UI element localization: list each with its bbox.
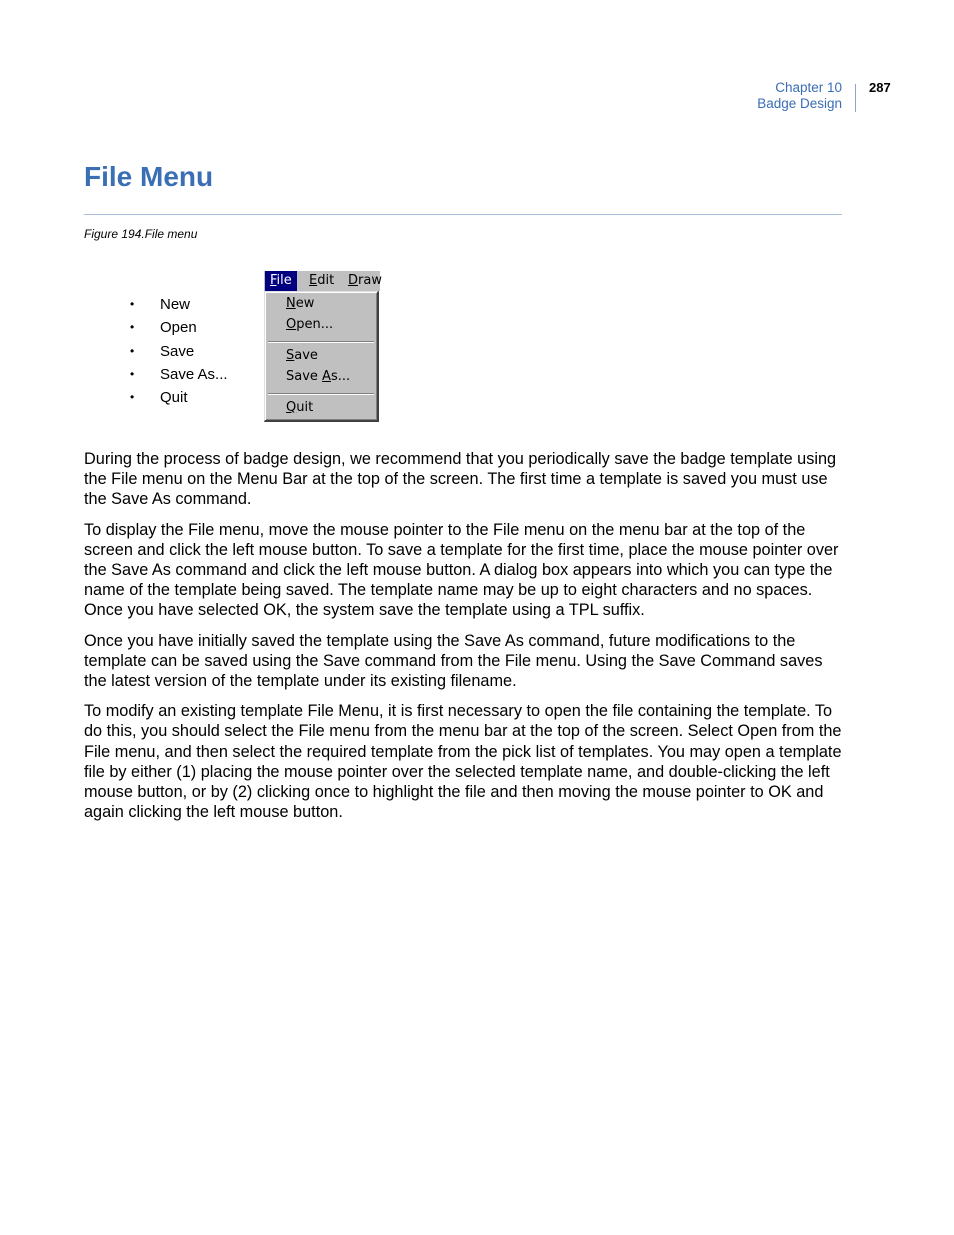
menu-bar-file[interactable]: File	[265, 271, 297, 291]
bullet-icon: •	[130, 366, 135, 381]
menu-item-new[interactable]: New	[286, 296, 315, 311]
page-title: File Menu	[84, 161, 214, 192]
menu-separator	[268, 393, 374, 395]
file-dropdown	[264, 291, 379, 422]
list-item: • Open	[130, 319, 197, 337]
bullet-icon: •	[130, 320, 135, 335]
menu-separator	[268, 341, 374, 343]
menu-item-open[interactable]: Open...	[286, 317, 334, 332]
body-text	[84, 449, 844, 832]
list-item: • New	[130, 296, 191, 313]
menu-bar-edit[interactable]: Edit	[309, 273, 335, 288]
file-menu-screenshot	[264, 271, 382, 415]
chapter-label: Chapter 10	[775, 80, 842, 95]
list-item: • Quit	[130, 389, 188, 407]
list-item: • Save As...	[130, 365, 228, 383]
bullet-icon: •	[130, 390, 135, 405]
section-label: Badge Design	[757, 96, 842, 111]
header-divider	[855, 84, 856, 112]
paragraph: To modify an existing template File Menu, it is first necessary to open the file containing the template. To do this, you should select the File menu from the menu bar at the top of the screen. Select Open from the File menu, and then select the required template from the pick list of templates. You may open a template file by either (1) placing the mouse pointer over the selected template name, and double-clicking the left mouse button, or by (2) clicking once to highlight the file and then moving the mouse pointer to OK and again clicking the left mouse button.	[84, 702, 842, 822]
title-rule	[84, 214, 842, 215]
running-header	[757, 80, 842, 112]
paragraph: During the process of badge design, we recommend that you periodically save the badge template using the File menu on the Menu Bar at the top of the screen. The first time a template is saved you must use the Save As command.	[84, 450, 837, 509]
menu-item-save-as[interactable]: Save As...	[286, 369, 351, 384]
list-item: • Save	[130, 342, 195, 360]
menu-item-save[interactable]: Save	[286, 348, 318, 363]
bullet-icon: •	[130, 343, 135, 358]
menu-bar-draw[interactable]: Draw	[348, 273, 382, 288]
page-number: 287	[869, 80, 891, 95]
paragraph: Once you have initially saved the template using the Save As command, future modifications to the template can be saved using the Save command from the File menu. Using the Save Command saves the latest version of the template under its existing filename.	[84, 631, 823, 691]
bullet-icon: •	[130, 297, 135, 311]
menu-item-quit[interactable]: Quit	[286, 400, 314, 415]
paragraph: To display the File menu, move the mouse pointer to the File menu on the menu bar at the top of the screen and click the left mouse button. To save a template for the first time, place the mouse pointer over the Save As command and click the left mouse button. A dialog box appears into which you can type the name of the template being saved. The template name may be up to eight characters and no spaces. Once you have selected OK, the system save the template using a TPL suffix.	[84, 520, 839, 620]
figure-caption: Figure 194.File menu	[84, 227, 198, 241]
menu-bar	[264, 271, 380, 291]
menu-items-list	[130, 294, 228, 410]
